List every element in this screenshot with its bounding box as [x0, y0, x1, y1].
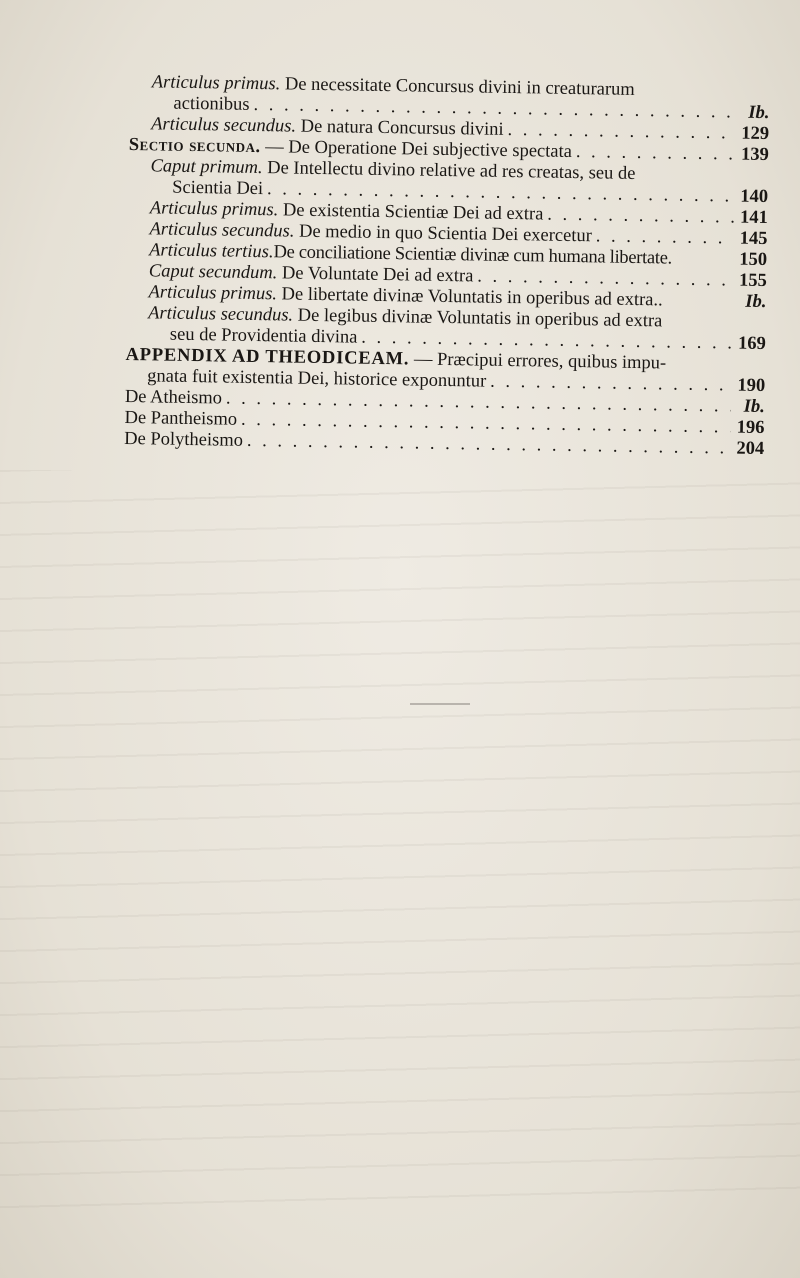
page-number: 139	[740, 144, 769, 166]
leader-dots	[576, 142, 735, 165]
entry-text: De natura Concursus divini	[295, 116, 504, 140]
entry-text: — Præcipui errores, quibus impu-	[409, 349, 667, 374]
entry-text: De Pantheismo	[124, 407, 238, 430]
entry-text: De Intellectu divino relative ad res creatas, seu de	[262, 158, 636, 184]
entry-label: Articulus primus.	[148, 282, 278, 305]
entry-label: Articulus primus.	[151, 72, 281, 95]
entry-text: De medio in quo Scientia Dei exercetur	[294, 221, 592, 247]
page-number: 190	[737, 375, 766, 397]
entry-label: Articulus tertius.	[149, 240, 274, 263]
page-number: 150	[739, 249, 768, 271]
entry-label: Articulus secundus.	[148, 303, 294, 326]
table-of-contents	[124, 72, 770, 460]
entry-text: — De Operatione Dei subjective spectata	[260, 137, 573, 162]
entry-continuation: actionibus	[173, 93, 250, 115]
entry-text: De libertate divinæ Voluntatis in operibus ad extra..	[276, 284, 663, 311]
entry-label: Articulus secundus.	[151, 114, 297, 137]
page-number: 141	[739, 207, 768, 229]
entry-label: APPENDIX AD THEODICEAM.	[125, 344, 410, 370]
entry-text: De legibus divinæ Voluntatis in operibus ad extra	[292, 305, 663, 332]
page-number: 204	[736, 438, 765, 460]
entry-label: Caput secundum.	[148, 261, 278, 284]
show-through-text	[0, 470, 800, 1210]
page-number: 155	[738, 270, 767, 292]
entry-text: De conciliatione Scientiæ divinæ cum humana libertate.	[273, 242, 673, 269]
entry-label: Articulus primus.	[149, 198, 279, 221]
page-number: 129	[741, 123, 770, 145]
page-number: 145	[739, 228, 768, 250]
entry-text: De necessitate Concursus divini in creaturarum	[280, 74, 635, 100]
page-number: 196	[736, 417, 765, 439]
entry-continuation: seu de Providentia divina	[169, 324, 358, 348]
page-number: Ib.	[745, 291, 767, 313]
page-number: Ib.	[748, 102, 770, 124]
entry-continuation: Scientia Dei	[172, 177, 264, 200]
entry-label: Sectio secunda.	[128, 134, 261, 158]
page-number: 169	[737, 333, 766, 355]
show-through-rule	[410, 703, 470, 705]
entry-text: De Polytheismo	[124, 428, 244, 451]
entry-text: De Voluntate Dei ad extra	[277, 263, 474, 287]
entry-label: Caput primum.	[150, 156, 263, 179]
entry-label: Articulus secundus.	[149, 219, 295, 242]
entry-continuation: gnata fuit existentia Dei, historice exponuntur	[147, 366, 487, 392]
leader-dots	[596, 226, 734, 249]
entry-text: De existentia Scientiæ Dei ad extra	[278, 200, 544, 225]
leader-dots	[547, 205, 734, 229]
page-number: 140	[740, 186, 769, 208]
entry-text: De Atheismo	[124, 386, 223, 409]
page-number: Ib.	[743, 396, 765, 418]
